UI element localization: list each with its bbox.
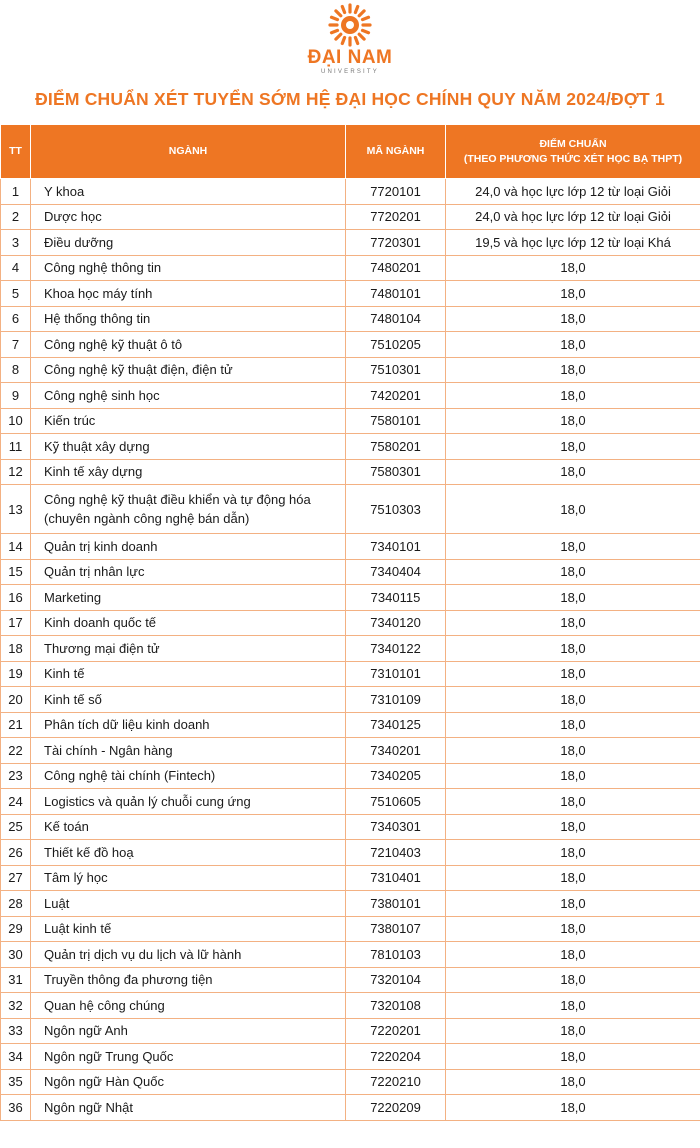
row-major-code: 7320104 bbox=[346, 967, 446, 993]
row-number: 1 bbox=[1, 179, 31, 205]
row-score: 18,0 bbox=[446, 687, 700, 713]
table-row bbox=[1, 763, 700, 789]
row-number: 35 bbox=[1, 1069, 31, 1095]
logo-name: ĐẠI NAM bbox=[307, 47, 393, 68]
row-major-name bbox=[31, 485, 346, 534]
table-row bbox=[1, 459, 700, 485]
row-number: 33 bbox=[1, 1018, 31, 1044]
row-number: 16 bbox=[1, 585, 31, 611]
table-row bbox=[1, 840, 700, 866]
row-major-code: 7720101 bbox=[346, 179, 446, 205]
row-major-code: 7340404 bbox=[346, 559, 446, 585]
row-major-name: Marketing bbox=[31, 585, 346, 611]
row-score: 18,0 bbox=[446, 459, 700, 485]
table-row bbox=[1, 967, 700, 993]
table-row bbox=[1, 916, 700, 942]
university-logo bbox=[0, 0, 700, 82]
table-row bbox=[1, 1018, 700, 1044]
row-score: 18,0 bbox=[446, 993, 700, 1019]
row-number: 21 bbox=[1, 712, 31, 738]
row-score: 18,0 bbox=[446, 840, 700, 866]
row-score: 18,0 bbox=[446, 585, 700, 611]
row-score: 24,0 và học lực lớp 12 từ loại Giỏi bbox=[446, 204, 700, 230]
row-major-name: Quản trị nhân lực bbox=[31, 559, 346, 585]
row-score: 18,0 bbox=[446, 255, 700, 281]
row-score: 18,0 bbox=[446, 916, 700, 942]
row-score: 18,0 bbox=[446, 738, 700, 764]
row-score: 18,0 bbox=[446, 485, 700, 534]
row-score: 18,0 bbox=[446, 534, 700, 560]
table-row bbox=[1, 1044, 700, 1070]
row-major-name: Quản trị kinh doanh bbox=[31, 534, 346, 560]
row-score: 18,0 bbox=[446, 1018, 700, 1044]
row-major-code: 7320108 bbox=[346, 993, 446, 1019]
row-major-name: Thương mại điện tử bbox=[31, 636, 346, 662]
row-major-name: Hệ thống thông tin bbox=[31, 306, 346, 332]
row-number: 7 bbox=[1, 332, 31, 358]
table-row bbox=[1, 661, 700, 687]
row-score: 18,0 bbox=[446, 789, 700, 815]
row-score: 18,0 bbox=[446, 942, 700, 968]
row-number: 9 bbox=[1, 383, 31, 409]
row-major-code: 7510205 bbox=[346, 332, 446, 358]
row-major-name: Điều dưỡng bbox=[31, 230, 346, 256]
row-major-name: Luật bbox=[31, 891, 346, 917]
table-row bbox=[1, 738, 700, 764]
table-row bbox=[1, 1069, 700, 1095]
row-score: 19,5 và học lực lớp 12 từ loại Khá bbox=[446, 230, 700, 256]
row-major-name: Quản trị dịch vụ du lịch và lữ hành bbox=[31, 942, 346, 968]
row-score: 18,0 bbox=[446, 1069, 700, 1095]
table-row bbox=[1, 942, 700, 968]
table-row bbox=[1, 585, 700, 611]
admission-score-table bbox=[0, 124, 700, 1121]
row-number: 5 bbox=[1, 281, 31, 307]
row-major-code: 7310101 bbox=[346, 661, 446, 687]
header-name: NGÀNH bbox=[31, 125, 346, 179]
table-row bbox=[1, 485, 700, 534]
row-score: 18,0 bbox=[446, 814, 700, 840]
row-major-name: Tài chính - Ngân hàng bbox=[31, 738, 346, 764]
table-row bbox=[1, 712, 700, 738]
row-score: 18,0 bbox=[446, 610, 700, 636]
row-number: 30 bbox=[1, 942, 31, 968]
row-number: 6 bbox=[1, 306, 31, 332]
row-score: 18,0 bbox=[446, 281, 700, 307]
row-number: 18 bbox=[1, 636, 31, 662]
row-major-name-line2: (chuyên ngành công nghệ bán dẫn) bbox=[44, 511, 250, 526]
row-major-name: Thiết kế đồ hoạ bbox=[31, 840, 346, 866]
row-score: 18,0 bbox=[446, 559, 700, 585]
row-score: 18,0 bbox=[446, 408, 700, 434]
row-major-code: 7210403 bbox=[346, 840, 446, 866]
table-row bbox=[1, 230, 700, 256]
row-number: 22 bbox=[1, 738, 31, 764]
row-score: 18,0 bbox=[446, 661, 700, 687]
row-number: 2 bbox=[1, 204, 31, 230]
row-major-code: 7340205 bbox=[346, 763, 446, 789]
row-major-name: Tâm lý học bbox=[31, 865, 346, 891]
row-major-name: Công nghệ kỹ thuật ô tô bbox=[31, 332, 346, 358]
row-number: 12 bbox=[1, 459, 31, 485]
row-major-code: 7510303 bbox=[346, 485, 446, 534]
row-major-name: Kinh tế số bbox=[31, 687, 346, 713]
row-number: 25 bbox=[1, 814, 31, 840]
table-row bbox=[1, 332, 700, 358]
row-score: 18,0 bbox=[446, 763, 700, 789]
row-major-code: 7220209 bbox=[346, 1095, 446, 1121]
row-number: 36 bbox=[1, 1095, 31, 1121]
row-major-code: 7340125 bbox=[346, 712, 446, 738]
row-major-name: Khoa học máy tính bbox=[31, 281, 346, 307]
row-major-code: 7480101 bbox=[346, 281, 446, 307]
row-number: 28 bbox=[1, 891, 31, 917]
row-number: 24 bbox=[1, 789, 31, 815]
row-major-name: Kinh tế bbox=[31, 661, 346, 687]
row-score: 18,0 bbox=[446, 357, 700, 383]
table-row bbox=[1, 408, 700, 434]
header-score-line1: ĐIỂM CHUẨN bbox=[539, 137, 607, 150]
row-number: 32 bbox=[1, 993, 31, 1019]
row-number: 15 bbox=[1, 559, 31, 585]
row-number: 4 bbox=[1, 255, 31, 281]
row-number: 13 bbox=[1, 485, 31, 534]
row-number: 14 bbox=[1, 534, 31, 560]
row-major-code: 7340122 bbox=[346, 636, 446, 662]
row-major-name: Công nghệ tài chính (Fintech) bbox=[31, 763, 346, 789]
row-score: 18,0 bbox=[446, 1095, 700, 1121]
table-row bbox=[1, 814, 700, 840]
row-major-code: 7580201 bbox=[346, 434, 446, 460]
table-row bbox=[1, 383, 700, 409]
table-row bbox=[1, 610, 700, 636]
row-number: 3 bbox=[1, 230, 31, 256]
row-major-code: 7580101 bbox=[346, 408, 446, 434]
row-major-code: 7810103 bbox=[346, 942, 446, 968]
row-number: 34 bbox=[1, 1044, 31, 1070]
row-major-code: 7220204 bbox=[346, 1044, 446, 1070]
row-major-name: Quan hệ công chúng bbox=[31, 993, 346, 1019]
row-major-code: 7310109 bbox=[346, 687, 446, 713]
table-row bbox=[1, 179, 700, 205]
row-major-name: Phân tích dữ liệu kinh doanh bbox=[31, 712, 346, 738]
table-row bbox=[1, 204, 700, 230]
row-major-code: 7380107 bbox=[346, 916, 446, 942]
row-major-name: Công nghệ kỹ thuật điện, điện tử bbox=[31, 357, 346, 383]
row-major-code: 7220201 bbox=[346, 1018, 446, 1044]
header-tt: TT bbox=[1, 125, 31, 179]
row-major-name: Truyền thông đa phương tiện bbox=[31, 967, 346, 993]
row-major-name: Ngôn ngữ Hàn Quốc bbox=[31, 1069, 346, 1095]
row-major-name-line1: Công nghệ kỹ thuật điều khiển và tự động hóa bbox=[44, 492, 311, 507]
row-number: 10 bbox=[1, 408, 31, 434]
table-row bbox=[1, 559, 700, 585]
row-number: 20 bbox=[1, 687, 31, 713]
row-major-code: 7340301 bbox=[346, 814, 446, 840]
table-row bbox=[1, 306, 700, 332]
row-major-name: Logistics và quản lý chuỗi cung ứng bbox=[31, 789, 346, 815]
row-major-name: Công nghệ thông tin bbox=[31, 255, 346, 281]
row-score: 18,0 bbox=[446, 967, 700, 993]
table-row bbox=[1, 281, 700, 307]
row-number: 11 bbox=[1, 434, 31, 460]
row-major-code: 7720201 bbox=[346, 204, 446, 230]
table-row bbox=[1, 993, 700, 1019]
row-major-code: 7480201 bbox=[346, 255, 446, 281]
row-major-name: Ngôn ngữ Anh bbox=[31, 1018, 346, 1044]
row-major-code: 7340201 bbox=[346, 738, 446, 764]
table-row bbox=[1, 1095, 700, 1121]
row-score: 18,0 bbox=[446, 636, 700, 662]
row-score: 18,0 bbox=[446, 891, 700, 917]
row-number: 8 bbox=[1, 357, 31, 383]
table-header-row bbox=[1, 125, 700, 179]
table-row bbox=[1, 357, 700, 383]
row-number: 17 bbox=[1, 610, 31, 636]
row-major-code: 7480104 bbox=[346, 306, 446, 332]
row-major-name: Kiến trúc bbox=[31, 408, 346, 434]
row-major-code: 7420201 bbox=[346, 383, 446, 409]
row-major-name: Ngôn ngữ Nhật bbox=[31, 1095, 346, 1121]
row-major-name: Kỹ thuật xây dựng bbox=[31, 434, 346, 460]
table-body bbox=[1, 179, 700, 1121]
row-number: 29 bbox=[1, 916, 31, 942]
logo-subtitle: UNIVERSITY bbox=[320, 69, 379, 75]
row-number: 23 bbox=[1, 763, 31, 789]
row-major-name: Công nghệ sinh học bbox=[31, 383, 346, 409]
row-score: 18,0 bbox=[446, 306, 700, 332]
header-score-line2: (THEO PHƯƠNG THỨC XÉT HỌC BẠ THPT) bbox=[463, 152, 683, 165]
table-row bbox=[1, 434, 700, 460]
row-score: 18,0 bbox=[446, 383, 700, 409]
table-row bbox=[1, 255, 700, 281]
row-major-name: Luật kinh tế bbox=[31, 916, 346, 942]
row-number: 19 bbox=[1, 661, 31, 687]
row-score: 18,0 bbox=[446, 712, 700, 738]
row-major-code: 7510605 bbox=[346, 789, 446, 815]
row-major-code: 7340101 bbox=[346, 534, 446, 560]
row-number: 31 bbox=[1, 967, 31, 993]
table-row bbox=[1, 534, 700, 560]
sun-logo-icon bbox=[327, 2, 373, 48]
table-row bbox=[1, 636, 700, 662]
row-major-name: Dược học bbox=[31, 204, 346, 230]
row-score: 18,0 bbox=[446, 434, 700, 460]
row-major-code: 7510301 bbox=[346, 357, 446, 383]
header-score bbox=[446, 125, 700, 179]
row-major-name: Y khoa bbox=[31, 179, 346, 205]
table-row bbox=[1, 789, 700, 815]
row-score: 18,0 bbox=[446, 332, 700, 358]
row-major-code: 7580301 bbox=[346, 459, 446, 485]
row-major-code: 7720301 bbox=[346, 230, 446, 256]
row-major-name: Ngôn ngữ Trung Quốc bbox=[31, 1044, 346, 1070]
row-major-code: 7340115 bbox=[346, 585, 446, 611]
row-number: 27 bbox=[1, 865, 31, 891]
row-score: 18,0 bbox=[446, 1044, 700, 1070]
row-major-code: 7220210 bbox=[346, 1069, 446, 1095]
row-major-name: Kinh doanh quốc tế bbox=[31, 610, 346, 636]
page-title: ĐIỂM CHUẨN XÉT TUYỂN SỚM HỆ ĐẠI HỌC CHÍNH QUY NĂM 2024/ĐỢT 1 bbox=[35, 89, 665, 109]
row-major-name: Kế toán bbox=[31, 814, 346, 840]
row-major-code: 7340120 bbox=[346, 610, 446, 636]
row-major-code: 7380101 bbox=[346, 891, 446, 917]
table-row bbox=[1, 687, 700, 713]
row-number: 26 bbox=[1, 840, 31, 866]
row-score: 18,0 bbox=[446, 865, 700, 891]
row-score: 24,0 và học lực lớp 12 từ loại Giỏi bbox=[446, 179, 700, 205]
header-code: MÃ NGÀNH bbox=[346, 125, 446, 179]
table-row bbox=[1, 865, 700, 891]
row-major-name: Kinh tế xây dựng bbox=[31, 459, 346, 485]
table-row bbox=[1, 891, 700, 917]
row-major-code: 7310401 bbox=[346, 865, 446, 891]
